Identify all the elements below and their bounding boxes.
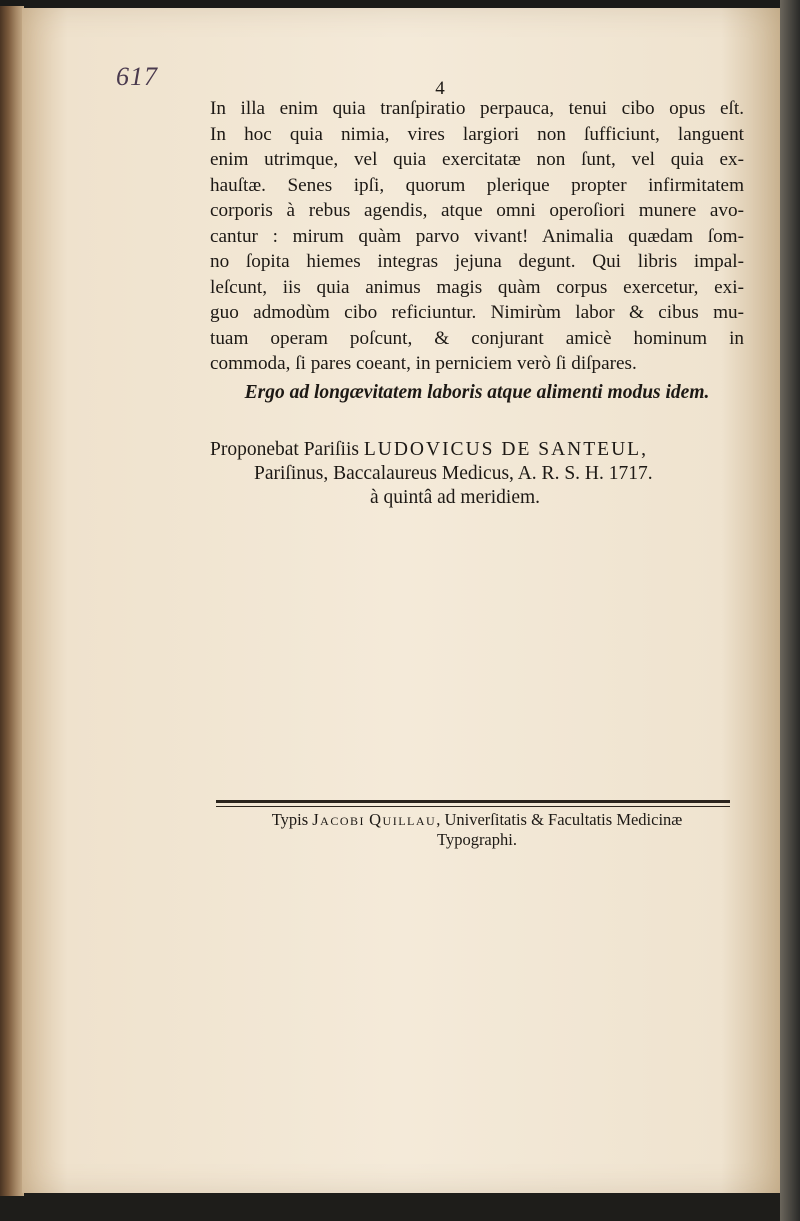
imprint-rule-thin <box>216 806 730 807</box>
body-line: In hoc quia nimia, vires largiori non ſufficiunt, languent <box>210 123 744 145</box>
body-line: In illa enim quia tranſpiratio perpauca, tenui cibo opus eſt. <box>210 98 744 119</box>
body-line: tuam operam poſcunt, & conjurant amicè hominum in <box>210 327 744 349</box>
imprint-rest: , Univerſitatis & Facultatis Medicinæ <box>436 810 683 829</box>
body-paragraph <box>210 96 744 377</box>
defense-statement <box>210 438 744 510</box>
imprint-line-1 <box>272 810 683 829</box>
page-number: 4 <box>435 78 445 99</box>
body-line: hauſtæ. Senes ipſi, quorum plerique propter infirmitatem <box>210 174 744 196</box>
body-line: enim utrimque, vel quia exercitatæ non ſunt, vel quia ex- <box>210 149 744 170</box>
page-right-edge <box>780 0 800 1221</box>
body-line: cantur : mirum quàm parvo vivant! Animalia quædam ſom- <box>210 225 744 247</box>
defense-line-1 <box>210 438 744 462</box>
body-line: no ſopita hiemes integras jejuna degunt. Qui libris impal- <box>210 251 744 272</box>
book-spine-edge <box>0 6 24 1196</box>
thesis-conclusion: Ergo ad longævitatem laboris atque alimenti modus idem. <box>244 382 710 403</box>
defense-line-2: Pariſinus, Baccalaureus Medicus, A. R. S. H. 1717. <box>254 463 653 484</box>
defense-prefix: Proponebat Pariſiis <box>210 439 359 460</box>
scan-top-border <box>0 0 800 8</box>
imprint-line-2: Typographi. <box>437 830 517 849</box>
imprint-typis: Typis <box>271 810 309 829</box>
body-line: guo admodùm cibo reficiuntur. Nimirùm labor & cibus mu- <box>210 302 744 323</box>
printer-first-name: Jacobi <box>312 810 366 829</box>
imprint-rule-thick <box>216 800 730 803</box>
body-line: corporis à rebus agendis, atque omni operoſiori munere avo- <box>210 200 744 221</box>
body-line: leſcunt, iis quia animus magis quàm corpus exercetur, exi- <box>210 276 744 298</box>
printer-imprint <box>210 810 744 850</box>
printer-last-name: Quillau <box>369 810 437 829</box>
defense-line-3: à quintâ ad meridiem. <box>370 487 541 508</box>
handwritten-folio-mark: 617 <box>116 62 158 91</box>
body-line: commoda, ſi pares coeant, in perniciem verò ſi diſpares. <box>210 353 637 374</box>
author-name: LUDOVICUS DE SANTEUL, <box>363 439 648 460</box>
